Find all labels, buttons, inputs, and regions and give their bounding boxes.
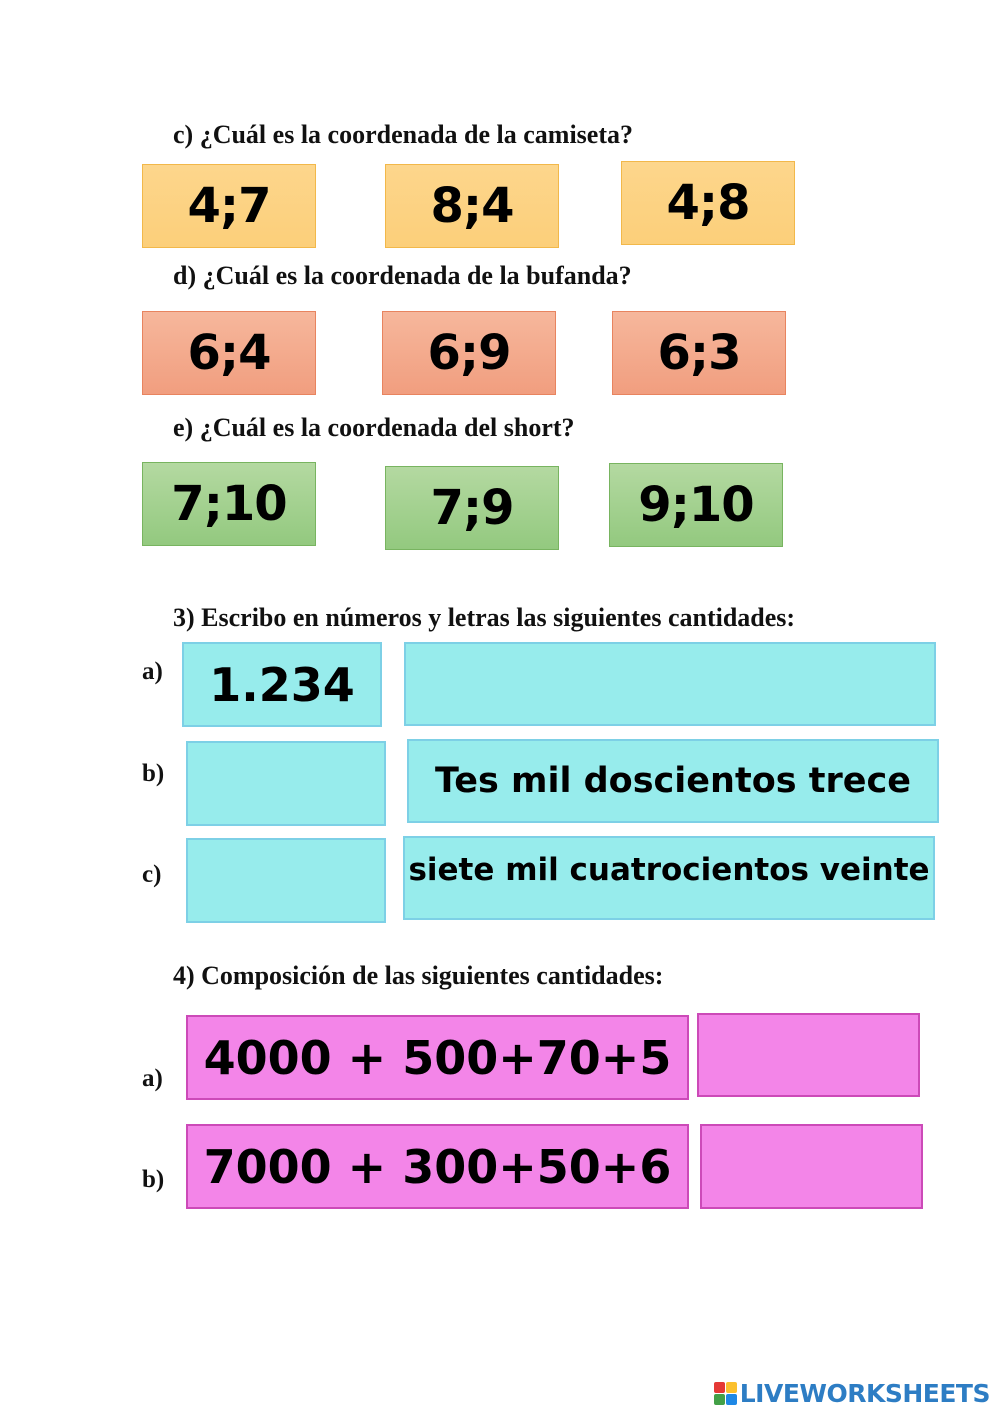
number-box[interactable]: 1.234 <box>182 642 382 727</box>
row-label: a) <box>142 1065 163 1092</box>
logo-square-2 <box>726 1382 737 1393</box>
answer-option[interactable]: 4;8 <box>621 161 795 245</box>
section-4-title: 4) Composición de las siguientes cantidades: <box>173 961 664 990</box>
row-label: c) <box>142 861 162 888</box>
row-label: b) <box>142 760 165 787</box>
row-label: b) <box>142 1166 165 1193</box>
logo-square-3 <box>714 1394 725 1405</box>
liveworksheets-logo-icon <box>714 1382 737 1405</box>
number-input[interactable] <box>186 741 386 826</box>
answer-option[interactable]: 4;7 <box>142 164 316 248</box>
answer-option[interactable]: 7;10 <box>142 462 316 546</box>
answer-option[interactable]: 6;9 <box>382 311 556 395</box>
answer-option[interactable]: 7;9 <box>385 466 559 550</box>
logo-square-1 <box>714 1382 725 1393</box>
words-box[interactable]: Tes mil doscientos trece <box>407 739 939 823</box>
section-3-title: 3) Escribo en números y letras las siguientes cantidades: <box>173 603 796 632</box>
answer-option[interactable]: 9;10 <box>609 463 783 547</box>
logo-square-4 <box>726 1394 737 1405</box>
words-box[interactable]: siete mil cuatrocientos veinte <box>403 836 935 920</box>
expression-box[interactable]: 4000 + 500+70+5 <box>186 1015 689 1100</box>
question-c-text: c) ¿Cuál es la coordenada de la camiseta? <box>173 120 634 149</box>
liveworksheets-logo <box>714 1377 990 1409</box>
answer-option[interactable]: 8;4 <box>385 164 559 248</box>
question-d-text: d) ¿Cuál es la coordenada de la bufanda? <box>173 261 632 290</box>
words-input[interactable] <box>404 642 936 726</box>
answer-option[interactable]: 6;4 <box>142 311 316 395</box>
answer-input[interactable] <box>697 1013 920 1097</box>
number-input[interactable] <box>186 838 386 923</box>
answer-input[interactable] <box>700 1124 923 1209</box>
brand-name: LIVEWORKSHEETS <box>739 1378 990 1408</box>
answer-option[interactable]: 6;3 <box>612 311 786 395</box>
question-e-text: e) ¿Cuál es la coordenada del short? <box>173 413 575 442</box>
row-label: a) <box>142 658 163 685</box>
expression-box[interactable]: 7000 + 300+50+6 <box>186 1124 689 1209</box>
